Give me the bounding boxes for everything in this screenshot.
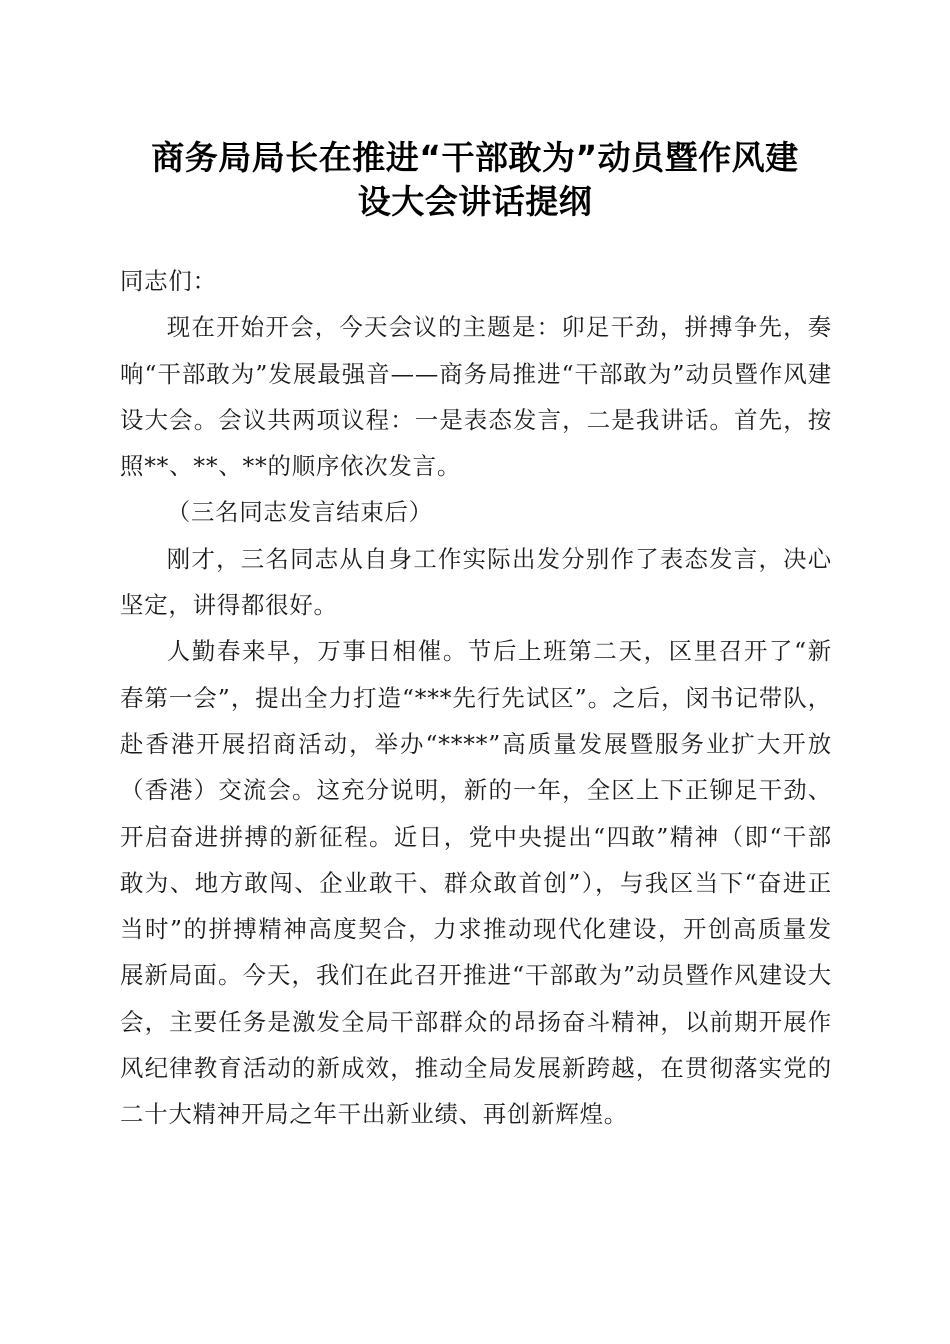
paragraph-remarks: 刚才，三名同志从自身工作实际出发分别作了表态发言，决心坚定，讲得都很好。 <box>120 544 832 620</box>
title-line-2: 设大会讲话提纲 <box>357 182 593 221</box>
paragraph-opening: 现在开始开会，今天会议的主题是：卯足干劲，拼搏争先，奏响“干部敢为”发展最强音——商务局推进“干部敢为”动员暨作风建设大会。会议共两项议程：一是表态发言，二是我讲话。首先，按照**、**、**的顺序依次发言。 <box>120 313 832 481</box>
document-body <box>120 258 832 1138</box>
paragraph-stage-note: （三名同志发言结束后） <box>166 498 433 527</box>
salutation: 同志们： <box>120 267 217 295</box>
document-title <box>100 136 850 224</box>
title-line-1: 商务局局长在推进“干部敢为”动员暨作风建 <box>151 138 799 177</box>
paragraph-main: 人勤春来早，万事日相催。节后上班第二天，区里召开了“新春第一会”，提出全力打造“***先行先试区”。之后，闵书记带队，赴香港开展招商活动，举办“****”高质量发展暨服务业扩大开放（香港）交流会。这充分说明，新的一年，全区上下正铆足干劲、开启奋进拼搏的新征程。近日，党中央提出“四敢”精神（即“干部敢为、地方敢闯、企业敢干、群众敢首创”），与我区当下“奋进正当时”的拼搏精神高度契合，力求推动现代化建设，开创高质量发展新局面。今天，我们在此召开推进“干部敢为”动员暨作风建设大会，主要任务是激发全局干部群众的昂扬奋斗精神，以前期开展作风纪律教育活动的新成效，推动全局发展新跨越，在贯彻落实党的二十大精神开局之年干出新业绩、再创新辉煌。 <box>120 637 832 1129</box>
